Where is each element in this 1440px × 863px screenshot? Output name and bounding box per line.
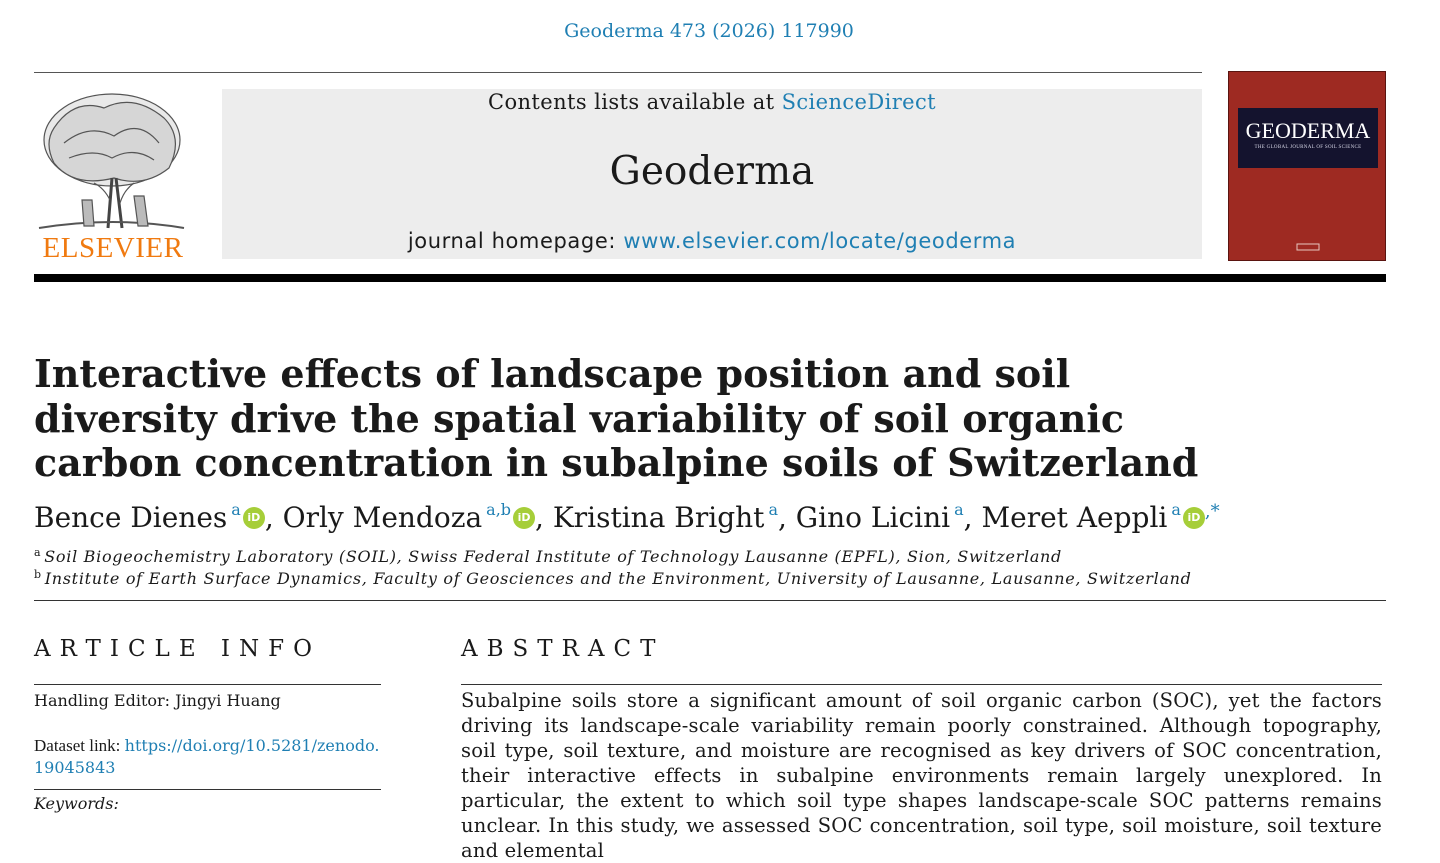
orcid-icon[interactable]: iD [513, 507, 535, 529]
cover-subtitle: THE GLOBAL JOURNAL OF SOIL SCIENCE [1254, 145, 1362, 150]
author-list: Bence Dienes $^a$ iD , Orly Mendoza $^{a,b}$ iD , Kristina Bright $^a$, Gino Licini $^a$, Meret Aeppli $^a$ iD ,* [34, 500, 1220, 534]
contents-line [222, 89, 1202, 115]
affiliation-key: b [34, 568, 42, 581]
affiliation-bottom-rule [34, 600, 1386, 601]
affiliation-text: Soil Biogeochemistry Laboratory (SOIL), Swiss Federal Institute of Technology Lausanne (EPFL), Sion, Switzerland [44, 547, 1063, 566]
cover-publisher-mark-icon [1293, 242, 1323, 252]
abstract-rule [461, 684, 1382, 685]
article-info-heading: ARTICLE INFO [34, 636, 321, 662]
handling-editor: Handling Editor: Jingyi Huang [34, 691, 281, 710]
abstract-heading: ABSTRACT [461, 636, 665, 662]
keywords-label: Keywords: [34, 794, 119, 813]
author-affil-marker[interactable]: a,b [486, 500, 512, 519]
journal-citation[interactable]: Geoderma 473 (2026) 117990 [564, 20, 854, 42]
journal-name: Geoderma [609, 149, 815, 194]
affiliation-a [34, 546, 1394, 566]
contents-prefix: Contents lists available at [487, 90, 782, 114]
elsevier-wordmark[interactable]: ELSEVIER [42, 232, 184, 264]
keywords-rule [34, 789, 381, 790]
author-name[interactable]: Kristina Bright [552, 501, 765, 534]
author-affil-marker[interactable]: a [954, 500, 964, 519]
cover-title-band [1238, 108, 1378, 168]
sciencedirect-link[interactable]: ScienceDirect [781, 90, 936, 114]
author-affil-marker[interactable]: a [231, 500, 241, 519]
dataset-link[interactable]: https://doi.org/10.5281/zenodo.19045843 [34, 736, 380, 777]
affiliation-text: Institute of Earth Surface Dynamics, Faculty of Geosciences and the Environment, University of Lausanne, Lausanne, Switzerland [44, 569, 1192, 588]
dataset-entry [34, 735, 384, 779]
article-title: Interactive effects of landscape position and soil diversity drive the spatial variability of soil organic carbon concentration in subalpine soils of Switzerland [34, 351, 1199, 485]
affiliation-key: a [34, 546, 42, 559]
homepage-prefix: journal homepage: [407, 229, 624, 253]
author-name[interactable]: Meret Aeppli [981, 501, 1168, 534]
dataset-label: Dataset link: [34, 736, 125, 755]
author-affil-marker[interactable]: a [768, 500, 778, 519]
orcid-icon[interactable]: iD [243, 507, 265, 529]
author-name[interactable]: Bence Dienes [34, 501, 228, 534]
corresponding-author-marker[interactable]: * [1210, 501, 1220, 522]
journal-cover-thumbnail[interactable] [1228, 71, 1386, 261]
affiliation-b [34, 568, 1394, 588]
author-name[interactable]: Gino Licini [795, 501, 951, 534]
header-rule [34, 72, 1202, 73]
journal-homepage-link[interactable]: www.elsevier.com/locate/geoderma [623, 229, 1017, 253]
author-name[interactable]: Orly Mendoza [282, 501, 483, 534]
orcid-icon[interactable]: iD [1183, 507, 1205, 529]
cover-title: GEODERMA [1245, 118, 1371, 143]
homepage-line [222, 229, 1202, 253]
abstract-text: Subalpine soils store a significant amount of soil organic carbon (SOC), yet the factors driving its landscape-scale variability remain poorly constrained. Although topography, soil type, soil texture, and moisture are recognised as key drivers of SOC concentration, their interactive effects in subalpine environments remain largely unexplored. In particular, the extent to which soil type shapes landscape-scale SOC patterns remains unclear. In this study, we assessed SOC concentration, soil type, soil moisture, soil texture and elemental [461, 689, 1382, 862]
masthead-bottom-rule [34, 274, 1386, 282]
journal-masthead [222, 89, 1202, 259]
author-affil-marker[interactable]: a [1171, 500, 1181, 519]
article-info-rule [34, 684, 381, 685]
